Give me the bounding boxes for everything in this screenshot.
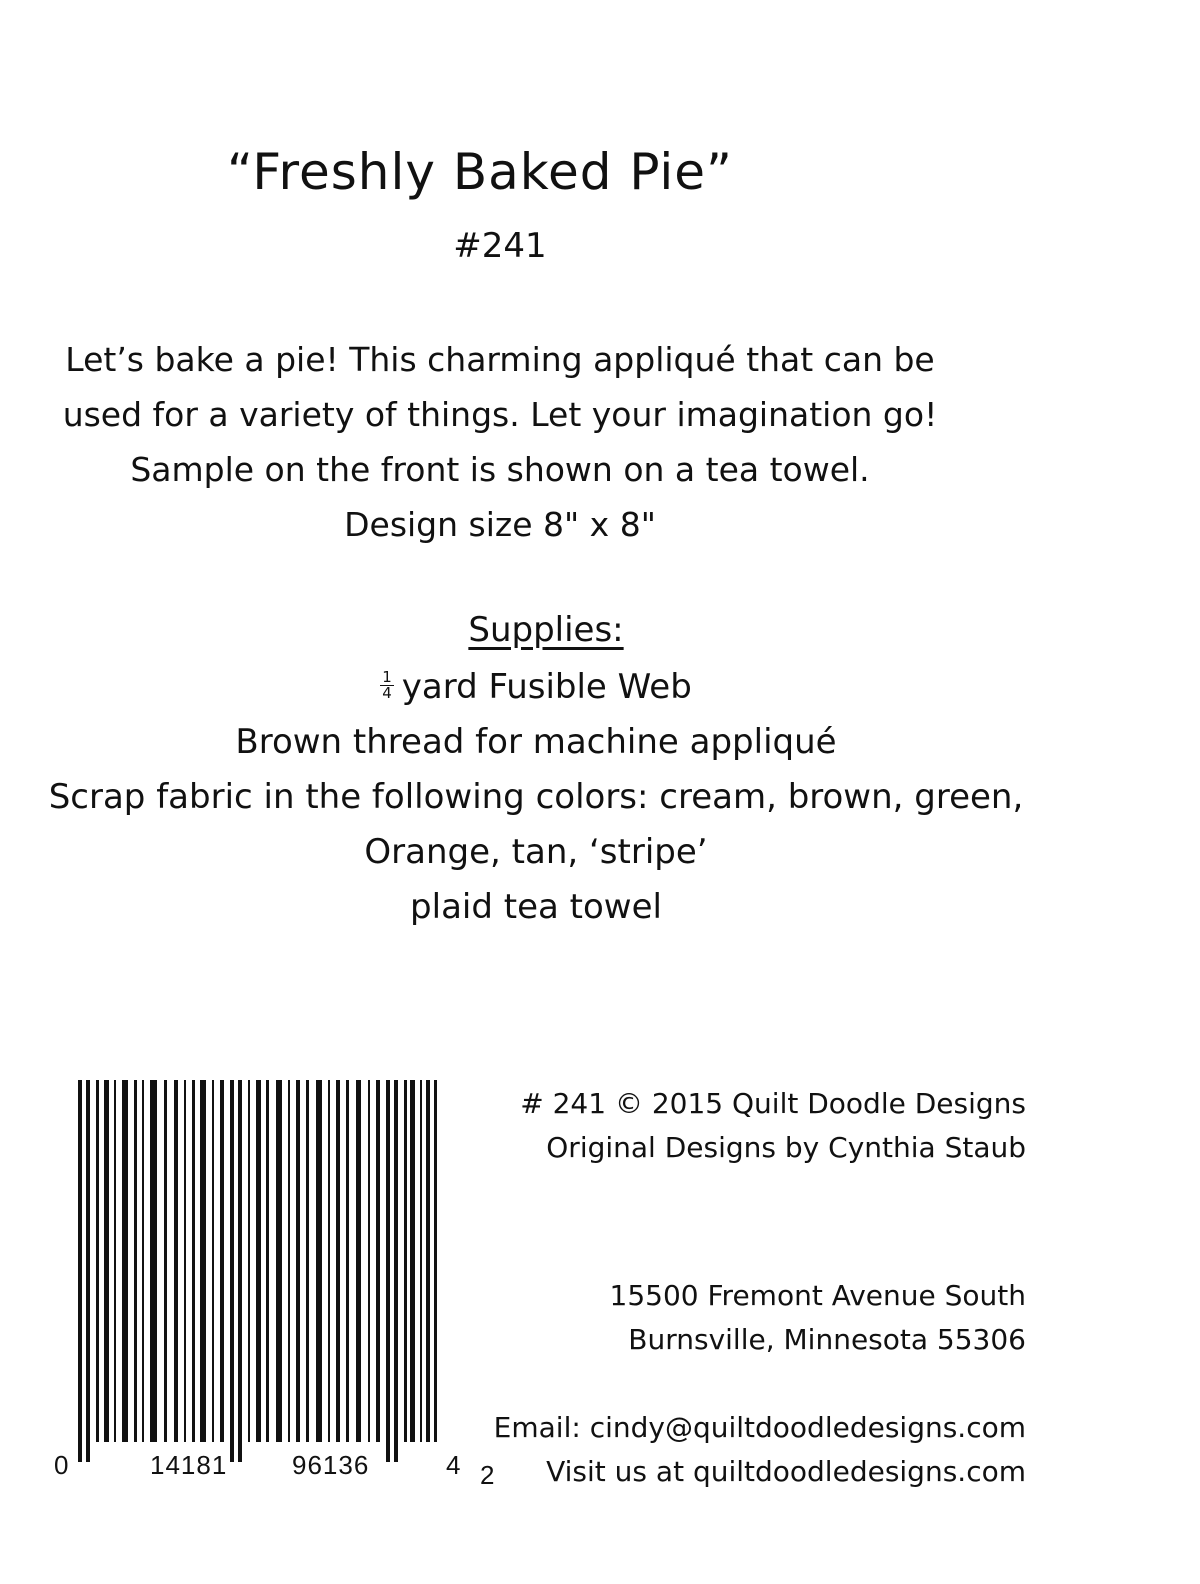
barcode-first-digit: 0 bbox=[54, 1450, 69, 1480]
description-line: used for a variety of things. Let your imagination go! bbox=[62, 395, 938, 434]
supply-item bbox=[0, 660, 1072, 715]
barcode-bar bbox=[248, 1080, 250, 1442]
barcode-bar bbox=[96, 1080, 99, 1442]
pattern-number: #241 bbox=[453, 226, 547, 266]
description-line: Let’s bake a pie! This charming appliqué that can be bbox=[65, 340, 935, 379]
barcode-bar bbox=[346, 1080, 349, 1442]
barcode-bar bbox=[212, 1080, 214, 1442]
supply-item-text: yard Fusible Web bbox=[401, 667, 692, 707]
barcode-bar bbox=[238, 1080, 242, 1462]
description-line: Sample on the front is shown on a tea towel. bbox=[130, 450, 870, 489]
contact-block bbox=[494, 1406, 1026, 1494]
email-line: Email: cindy@quiltdoodledesigns.com bbox=[493, 1411, 1026, 1444]
barcode-bar bbox=[426, 1080, 430, 1442]
barcode-right-digits: 96136 bbox=[292, 1450, 370, 1480]
barcode-bar bbox=[296, 1080, 300, 1442]
barcode-bar bbox=[220, 1080, 224, 1442]
barcode-bar bbox=[150, 1080, 157, 1442]
barcode-bar bbox=[78, 1080, 82, 1462]
barcode-bar bbox=[86, 1080, 90, 1462]
barcode-bar bbox=[386, 1080, 390, 1462]
address-block bbox=[610, 1274, 1027, 1362]
fraction-denominator: 4 bbox=[382, 684, 392, 702]
pattern-title: “Freshly Baked Pie” bbox=[227, 143, 733, 201]
barcode-bar bbox=[200, 1080, 206, 1442]
supplies-heading: Supplies: bbox=[468, 610, 624, 650]
barcode-bar bbox=[104, 1080, 109, 1442]
barcode-bar bbox=[134, 1080, 137, 1442]
supply-item: Orange, tan, ‘stripe’ bbox=[364, 832, 708, 872]
barcode-check-digit: 4 bbox=[446, 1450, 461, 1480]
barcode-bar bbox=[356, 1080, 361, 1442]
barcode-bar bbox=[184, 1080, 186, 1442]
barcode-bar bbox=[420, 1080, 422, 1442]
barcode-bar bbox=[336, 1080, 340, 1442]
description-line: Design size 8" x 8" bbox=[344, 505, 656, 544]
barcode-bar bbox=[306, 1080, 309, 1442]
quarter-fraction bbox=[380, 670, 394, 701]
barcode-bar bbox=[230, 1080, 234, 1462]
address-line: 15500 Fremont Avenue South bbox=[609, 1279, 1026, 1312]
barcode-bar bbox=[434, 1080, 437, 1442]
barcode-bar bbox=[316, 1080, 322, 1442]
supplies-list bbox=[0, 660, 1072, 935]
barcode-bar bbox=[368, 1080, 370, 1442]
barcode-bar bbox=[114, 1080, 116, 1442]
barcode-bar bbox=[394, 1080, 398, 1462]
barcode-bar bbox=[192, 1080, 195, 1442]
fraction-numerator: 1 bbox=[382, 668, 392, 686]
barcode-bar bbox=[142, 1080, 144, 1442]
designer-line: Original Designs by Cynthia Staub bbox=[546, 1131, 1026, 1164]
barcode-bar bbox=[328, 1080, 330, 1442]
barcode-bar bbox=[256, 1080, 261, 1442]
supply-item: plaid tea towel bbox=[410, 887, 662, 927]
barcode-bar bbox=[266, 1080, 269, 1442]
barcode-bar bbox=[122, 1080, 128, 1442]
barcode-bar bbox=[404, 1080, 407, 1442]
barcode-bar bbox=[174, 1080, 178, 1442]
copyright-line: # 241 © 2015 Quilt Doodle Designs bbox=[520, 1087, 1026, 1120]
pattern-description bbox=[0, 332, 1000, 552]
barcode-left-digits: 14181 bbox=[150, 1450, 228, 1480]
website-line: Visit us at quiltdoodledesigns.com bbox=[546, 1455, 1026, 1488]
barcode-bar bbox=[376, 1080, 380, 1442]
barcode-bar bbox=[288, 1080, 290, 1442]
barcode-bar bbox=[164, 1080, 167, 1442]
supply-item: Brown thread for machine appliqué bbox=[235, 722, 837, 762]
upc-barcode bbox=[78, 1080, 442, 1462]
barcode-addon-digit: 2 bbox=[480, 1460, 495, 1490]
barcode-bar bbox=[276, 1080, 282, 1442]
copyright-block bbox=[520, 1082, 1026, 1170]
barcode-bar bbox=[410, 1080, 415, 1442]
address-line: Burnsville, Minnesota 55306 bbox=[628, 1323, 1026, 1356]
supply-item: Scrap fabric in the following colors: cream, brown, green, bbox=[48, 777, 1024, 817]
